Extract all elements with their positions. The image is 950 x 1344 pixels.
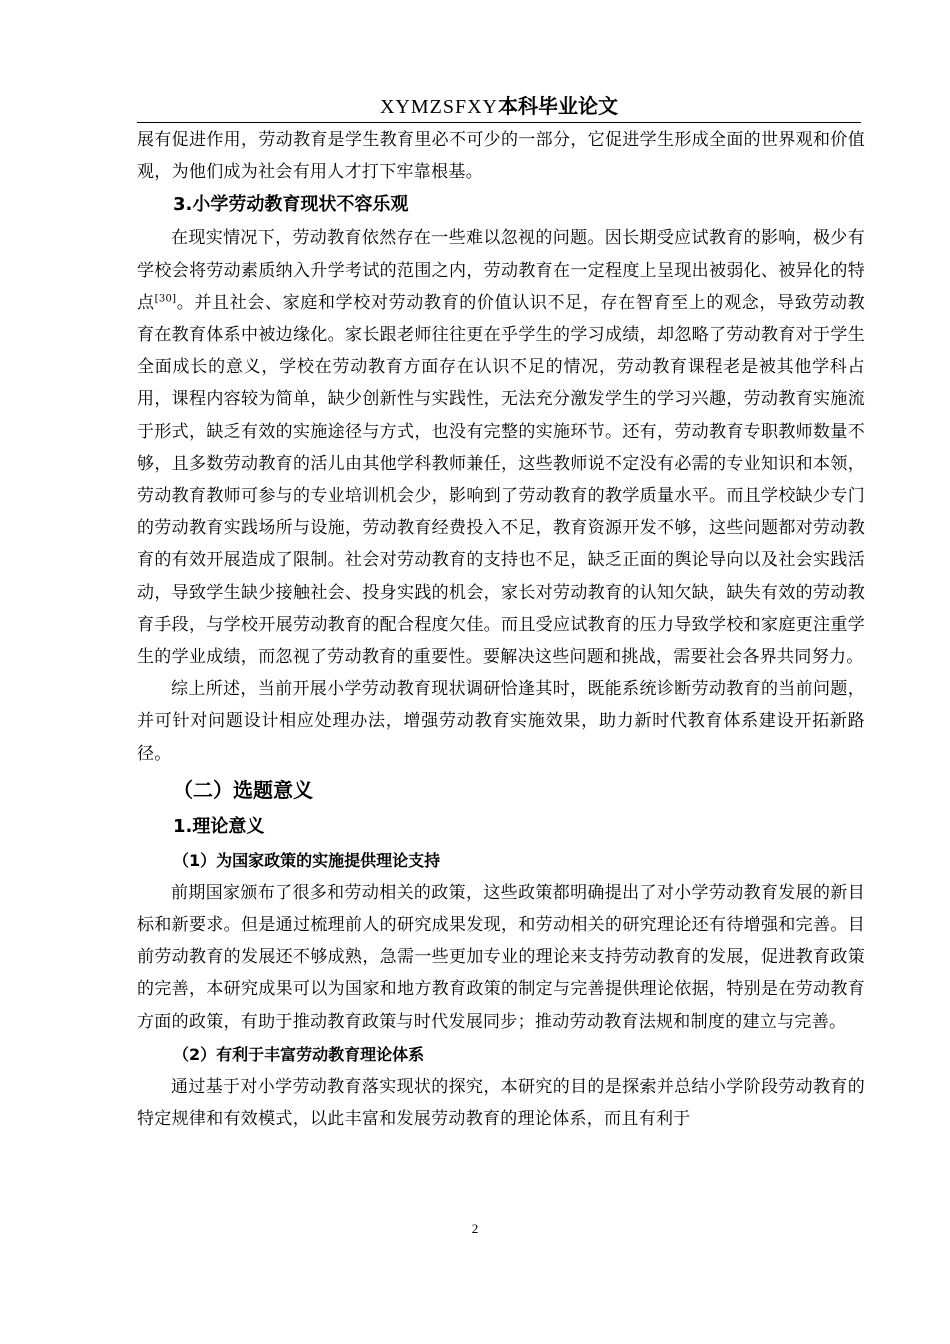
running-header [137, 90, 861, 123]
status-text-part-2: 。并且社会、家庭和学校对劳动教育的价值认识不足，存在智育至上的观念，导致劳动教育在教育体系中被边缘化。家长跟老师往往更在乎学生的学习成绩，却忽略了劳动教育对于学生全面成长的意义，学校在劳动教育方面存在认识不足的情况，劳动教育课程老是被其他学科占用，课程内容较为简单，缺少创新性与实践性，无法充分激发学生的学习兴趣，劳动教育实施流于形式，缺乏有效的实施途径与方式，也没有完整的实施环节。还有，劳动教育专职教师数量不够，且多数劳动教育的活儿由其他学科教师兼任，这些教师说不定没有必需的专业知识和本领，劳动教育教师可参与的专业培训机会少，影响到了劳动教育的教学质量水平。而且学校缺少专门的劳动教育实践场所与设施，劳动教育经费投入不足，教育资源开发不够，这些问题都对劳动教育的有效开展造成了限制。社会对劳动教育的支持也不足，缺乏正面的舆论导向以及社会实践活动，导致学生缺少接触社会、投身实践的机会，家长对劳动教育的认知欠缺，缺失有效的劳动教育手段，与学校开展劳动教育的配合程度欠佳。而且受应试教育的压力导致学校和家庭更注重学生的学业成绩，而忽视了劳动教育的重要性。要解决这些问题和挑战，需要社会各界共同努力。 [137, 292, 865, 668]
theory-system-paragraph: 通过基于对小学劳动教育落实现状的探究，本研究的目的是探索并总结小学阶段劳动教育的特定规律和有效模式，以此丰富和发展劳动教育的理论体系，而且有利于 [137, 1076, 865, 1130]
section-heading-3: 3.小学劳动教育现状不容乐观 [173, 194, 409, 216]
body-text [137, 124, 865, 1135]
summary-paragraph: 综上所述，当前开展小学劳动教育现状调研恰逢其时，既能系统诊断劳动教育的当前问题，并可针对问题设计相应处理办法，增强劳动教育实施效果，助力新时代教育体系建设开拓新路径。 [137, 679, 865, 764]
page-number: 2 [471, 1221, 479, 1236]
subsection-heading-theory: 1.理论意义 [173, 815, 265, 837]
section-heading-significance: （二）选题意义 [173, 777, 313, 802]
item-heading-theory-system: （2）有利于丰富劳动教育理论体系 [173, 1044, 425, 1064]
policy-paragraph: 前期国家颁布了很多和劳动相关的政策，这些政策都明确提出了对小学劳动教育发展的新目标和新要求。但是通过梳理前人的研究成果发现，和劳动相关的研究理论还有待增强和完善。目前劳动教育的发展还不够成熟，急需一些更加专业的理论来支持劳动教育的发展，促进教育政策的完善，本研究成果可以为国家和地方教育政策的制定与完善提供理论依据，特别是在劳动教育方面的政策，有助于推动教育政策与时代发展同步；推动劳动教育法规和制度的建立与完善。 [137, 882, 865, 1032]
status-paragraph [137, 222, 865, 673]
citation-30: [30] [154, 293, 177, 305]
header-latin-text: XYMZSFXY [379, 96, 499, 118]
status-text-part-1: 在现实情况下，劳动教育依然存在一些难以忽视的问题。因长期受应试教育的影响，极少有学校会将劳动素质纳入升学考试的范围之内，劳动教育在一定程度上呈现出被弱化、被异化的特点 [137, 228, 865, 313]
header-title: 本科毕业论文 [498, 94, 619, 118]
item-heading-policy-support: （1）为国家政策的实施提供理论支持 [173, 850, 441, 870]
continued-paragraph: 展有促进作用，劳动教育是学生教育里必不可少的一部分，它促进学生形成全面的世界观和价值观，为他们成为社会有用人才打下牢靠根基。 [137, 130, 865, 183]
